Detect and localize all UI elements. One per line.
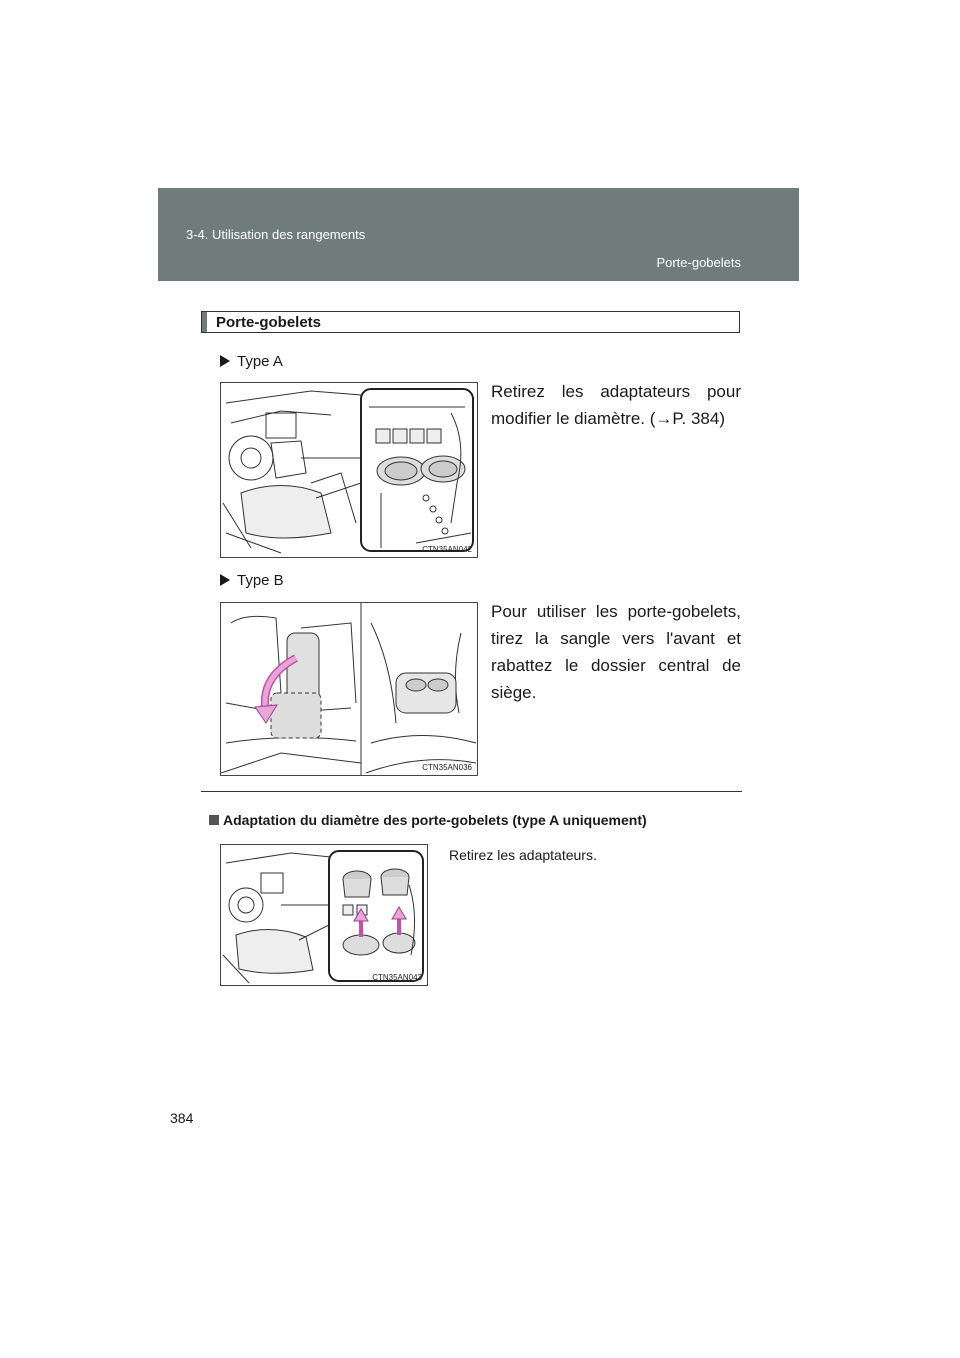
section-title: Porte-gobelets — [216, 314, 322, 331]
figure-type-b — [220, 602, 478, 776]
type-a-label: Type A — [220, 353, 283, 370]
type-a-description: Retirez les adaptateurs pour modifier le diamètre. (→P. 384) — [491, 382, 741, 428]
chapter-header — [158, 188, 799, 281]
figure-adaptation — [220, 844, 428, 986]
adaptation-heading: Adaptation du diamètre des porte-gobelets (type A uniquement) — [209, 812, 647, 828]
section-divider — [201, 791, 742, 792]
page-number: 384 — [170, 1110, 194, 1126]
figure-code: CTN35AN043 — [372, 973, 422, 982]
figure-type-a — [220, 382, 478, 558]
figure-code: CTN35AN036 — [422, 763, 472, 772]
figure-code: CTN35AN042 — [422, 545, 472, 554]
bullet-triangle-icon — [220, 355, 230, 367]
title-accent-bar — [202, 312, 207, 332]
type-b-description: Pour utiliser les porte-gobelets, tirez la sangle vers l'avant et rabattez le dossier central de siège. — [491, 602, 741, 702]
section-title-box — [201, 311, 740, 333]
rear-seat-armrest-illustration — [221, 603, 478, 776]
square-bullet-icon — [209, 815, 219, 825]
type-b-label: Type B — [220, 572, 284, 589]
section-breadcrumb: 3-4. Utilisation des rangements — [186, 227, 366, 242]
topic-title: Porte-gobelets — [656, 255, 741, 270]
bullet-triangle-icon — [220, 574, 230, 586]
dashboard-cupholder-illustration — [221, 383, 478, 558]
adapter-removal-illustration — [221, 845, 428, 986]
adaptation-description: Retirez les adaptateurs. — [449, 847, 597, 863]
